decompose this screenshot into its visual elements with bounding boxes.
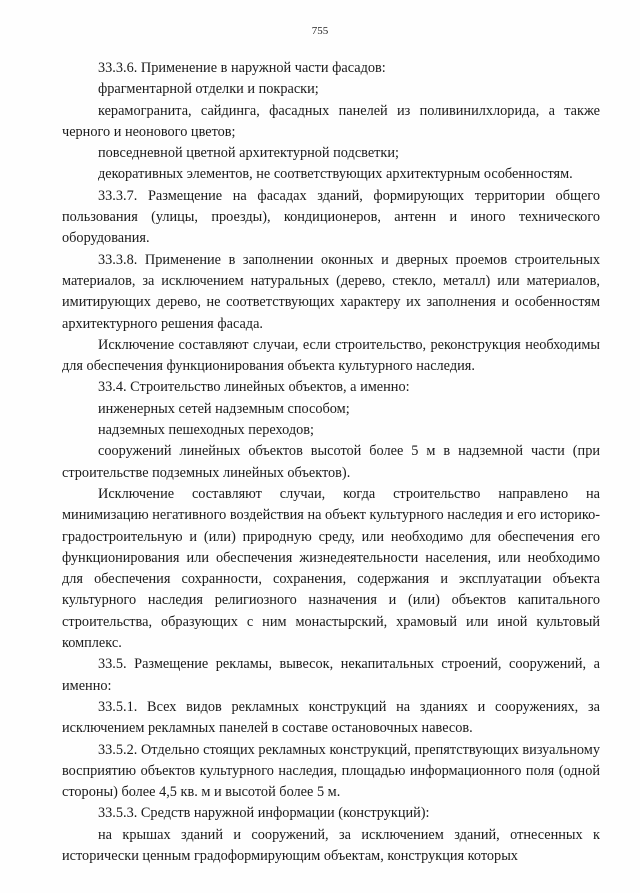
paragraph: на крышах зданий и сооружений, за исключением зданий, отнесенных к исторически ценным градоформирующим объектам, конструкция которых xyxy=(62,826,600,864)
paragraph: сооружений линейных объектов высотой более 5 м в надземной части (при строительстве подземных линейных объектов). xyxy=(62,443,600,481)
paragraph: 33.3.7. Размещение на фасадах зданий, формирующих территории общего пользования (улицы, проезды), кондиционеров, антенн и иного технического оборудования. xyxy=(62,187,600,247)
paragraph: повседневной цветной архитектурной подсветки; xyxy=(98,145,399,162)
paragraph: керамогранита, сайдинга, фасадных панелей из поливинилхлорида, а также черного и неонового цветов; xyxy=(62,102,600,140)
paragraph: Исключение составляют случаи, когда строительство направлено на минимизацию негативного воздействия на объект культурного наследия и его историко-градостроительную и (или) природную среду, или необходимо для обеспечения его функционирования или обеспечения жизнедеятельности населения, или необходимо для обеспечения сохранности, сохранения, содержания и эксплуатации объекта культурного наследия религиозного назначения и (или) объектов капитального строительства, образующих с ним монастырский, храмовый или иной культовый комплекс. xyxy=(62,485,600,652)
paragraph: 33.5.1. Всех видов рекламных конструкций на зданиях и сооружениях, за исключением рекламных панелей в составе остановочных навесов. xyxy=(62,698,600,737)
paragraph: 33.3.6. Применение в наружной части фасадов: xyxy=(98,60,386,76)
paragraph: 33.5. Размещение рекламы, вывесок, некапитальных строений, сооружений, а именно: xyxy=(62,656,600,694)
paragraph: надземных пешеходных переходов; xyxy=(98,422,315,439)
paragraph: декоративных элементов, не соответствующих архитектурным особенностям. xyxy=(98,166,573,183)
page-number: 755 xyxy=(311,25,329,37)
document-body xyxy=(62,58,600,867)
paragraph: 33.5.2. Отдельно стоящих рекламных конструкций, препятствующих визуальному восприятию объектов культурного наследия, площадью информационного поля (одной стороны) более 4,5 кв. м и высотой более 5 м. xyxy=(62,741,600,801)
paragraph: Исключение составляют случаи, если строительство, реконструкция необходимы для обеспечения функционирования объекта культурного наследия. xyxy=(62,336,600,375)
paragraph: 33.5.3. Средств наружной информации (конструкций): xyxy=(98,805,430,822)
paragraph: 33.3.8. Применение в заполнении оконных и дверных проемов строительных материалов, за исключением натуральных (дерево, стекло, металл) или материалов, имитирующих дерево, не соответствующих характеру их заполнения и особенностям архитектурного решения фасада. xyxy=(62,251,600,332)
paragraph: 33.4. Строительство линейных объектов, а именно: xyxy=(98,379,410,396)
paragraph: инженерных сетей надземным способом; xyxy=(98,400,350,417)
paragraph: фрагментарной отделки и покраски; xyxy=(98,81,319,98)
